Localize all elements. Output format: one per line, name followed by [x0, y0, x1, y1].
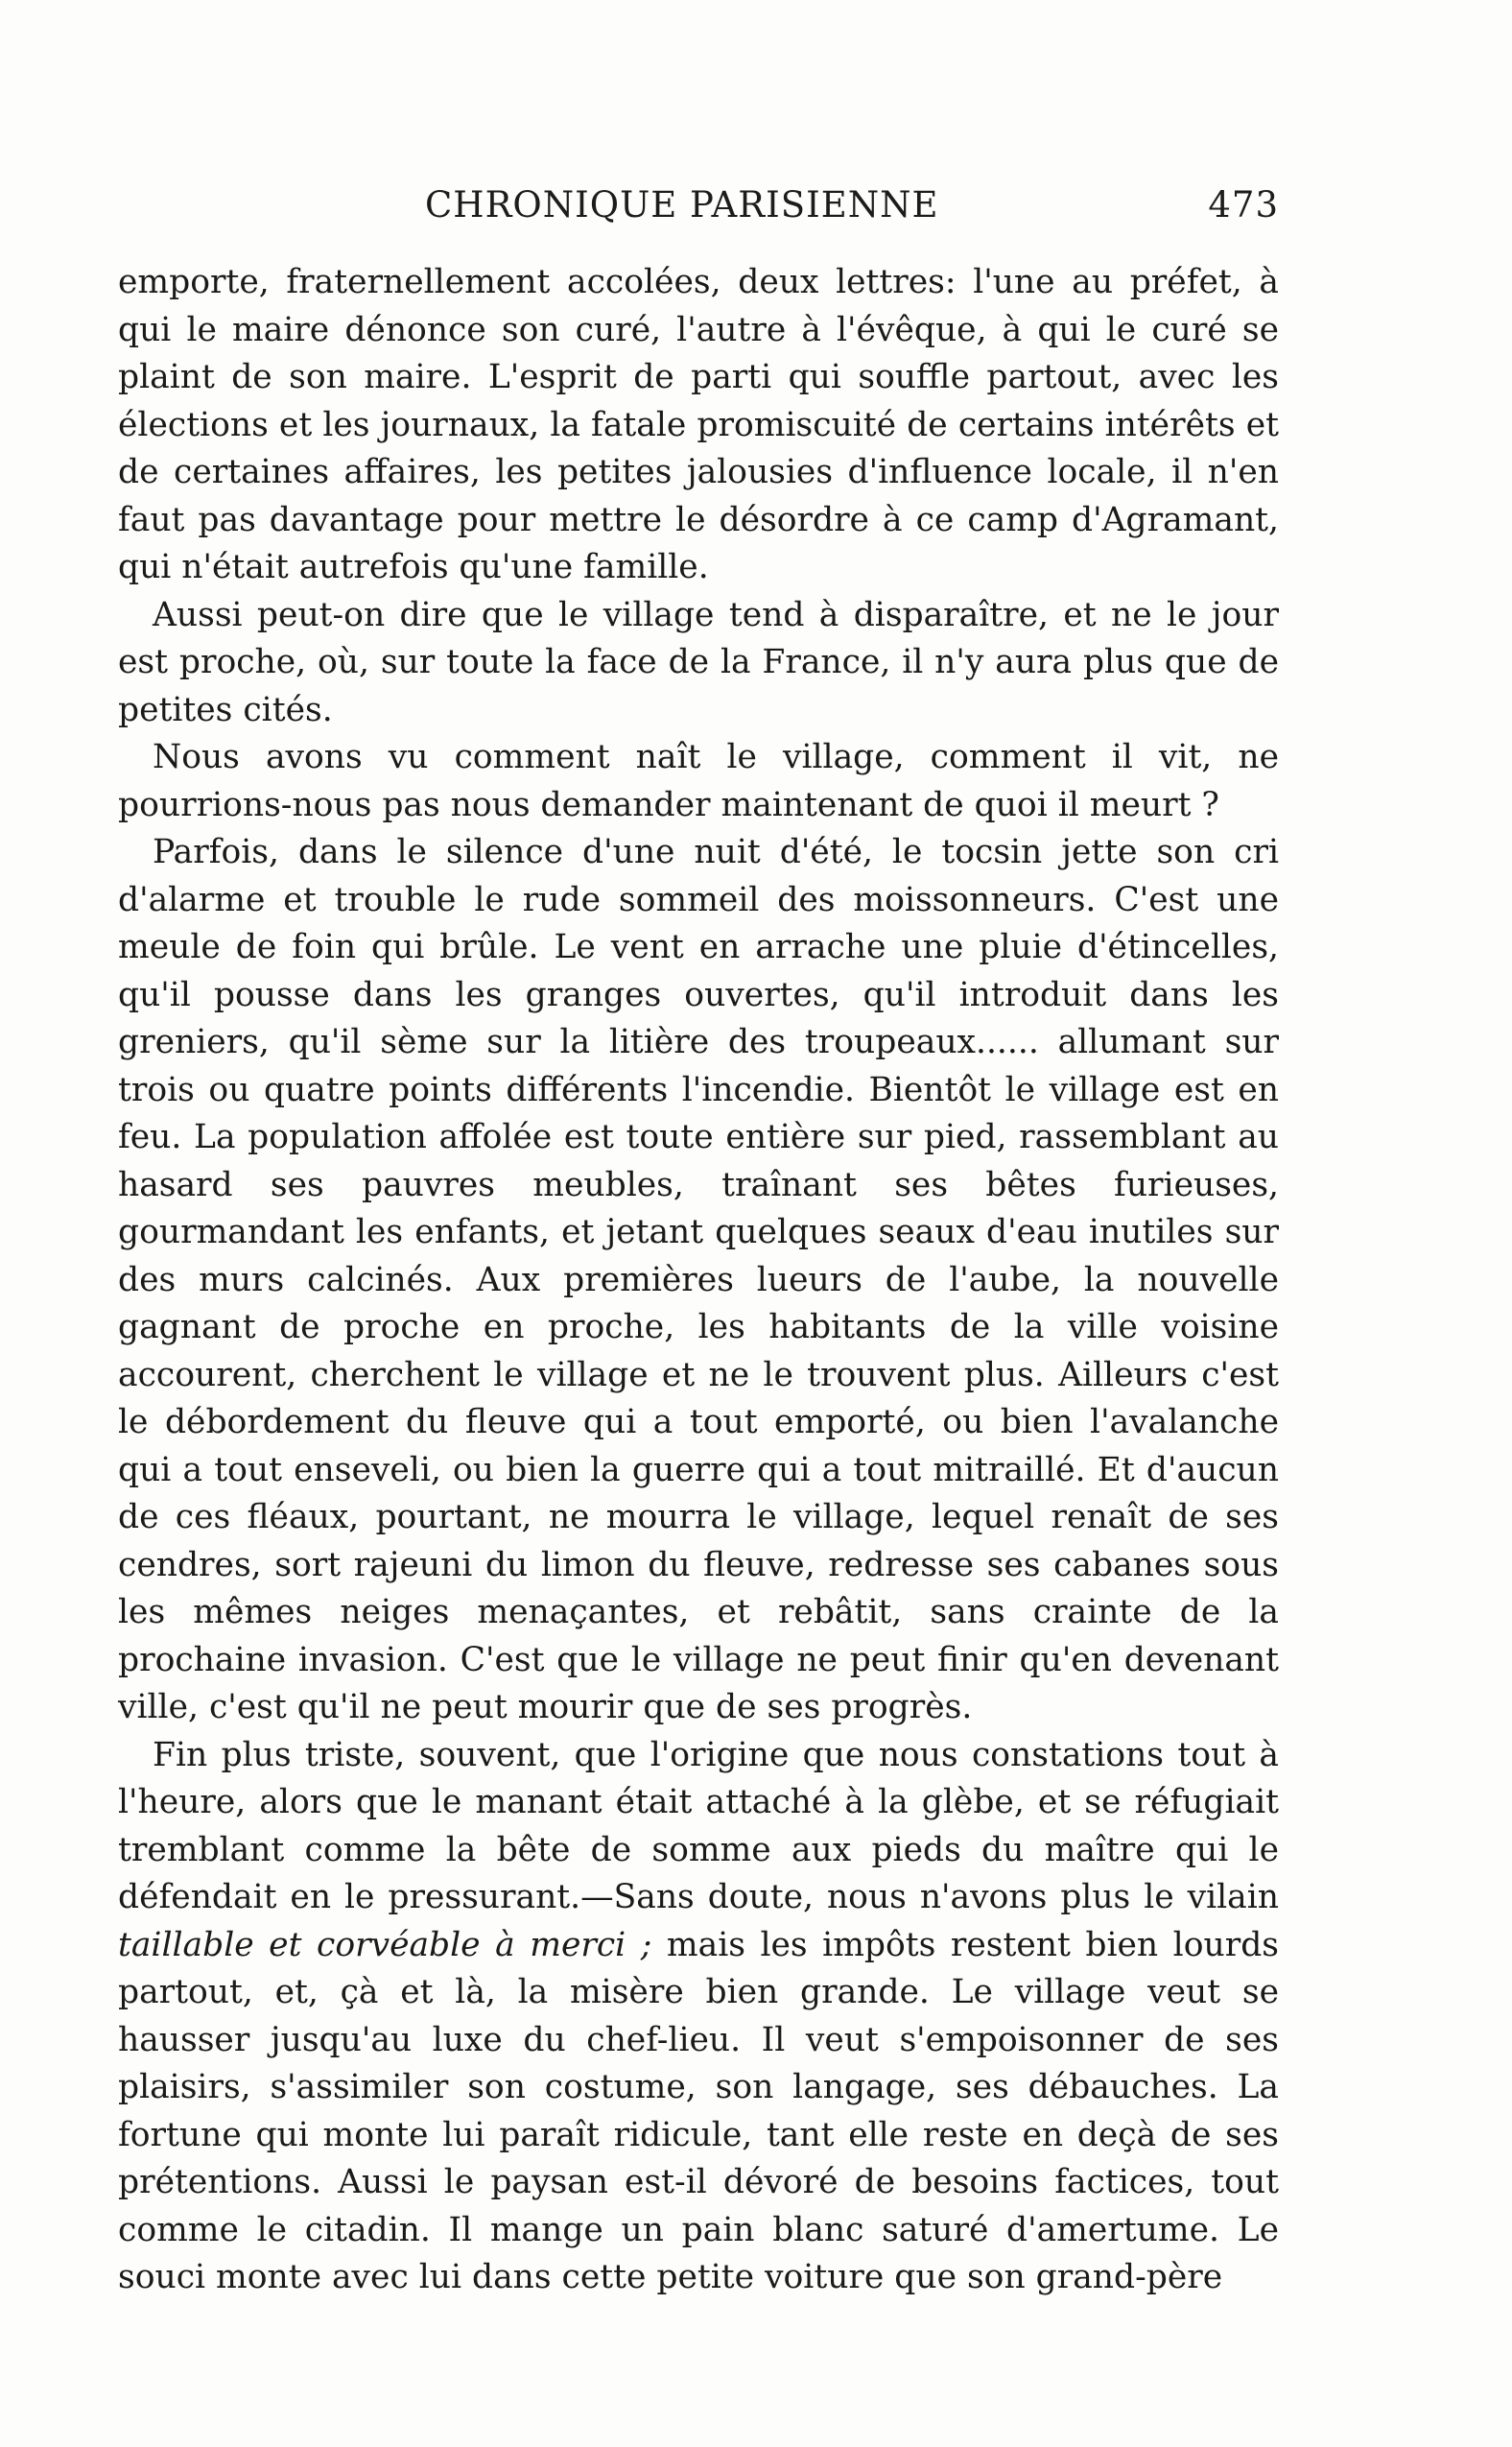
paragraph: Nous avons vu comment naît le village, comment il vit, ne pourrions-nous pas nous demander maintenant de quoi il meurt ?	[118, 738, 1279, 824]
body-text	[118, 259, 1279, 2302]
paragraph-text: Fin plus triste, souvent, que l'origine que nous constations tout à l'heure, alors que le manant était attaché à la glèbe, et se réfugiait tremblant comme la bête de somme aux pieds du maître qui le défendait en le pressurant.—Sans doute, nous n'avons plus le vilain	[118, 1735, 1279, 1916]
paragraph: Aussi peut-on dire que le village tend à disparaître, et ne le jour est proche, où, sur toute la face de la France, il n'y aura plus que de petites cités.	[118, 595, 1279, 729]
paragraph	[118, 1732, 1279, 2302]
italic-phrase: taillable et corvéable à merci ;	[118, 1925, 652, 1964]
paragraph-text: mais les impôts restent bien lourds partout, et, çà et là, la misère bien grande. Le village veut se hausser jusqu'au luxe du chef-lieu. Il veut s'empoisonner de ses plaisirs, s'assimiler son costume, son langage, ses débauches. La fortune qui monte lui paraît ridicule, tant elle reste en deçà de ses prétentions. Aussi le paysan est-il dévoré de besoins factices, tout comme le citadin. Il mange un pain blanc saturé d'amertume. Le souci monte avec lui dans cette petite voiture que son grand-père	[118, 1925, 1279, 2296]
running-head	[118, 184, 1279, 232]
page-number: 473	[1208, 184, 1279, 226]
running-title: CHRONIQUE PARISIENNE	[425, 184, 939, 226]
paragraph: emporte, fraternellement accolées, deux lettres: l'une au préfet, à qui le maire dénonce son curé, l'autre à l'évêque, à qui le curé se plaint de son maire. L'esprit de parti qui souffle partout, avec les élections et les journaux, la fatale promiscuité de certains intérêts et de certaines affaires, les petites jalousies d'influence locale, il n'en faut pas davantage pour mettre le désordre à ce camp d'Agramant, qui n'était autrefois qu'une famille.	[118, 263, 1279, 586]
paragraph: Parfois, dans le silence d'une nuit d'été, le tocsin jette son cri d'alarme et trouble le rude sommeil des moissonneurs. C'est une meule de foin qui brûle. Le vent en arrache une pluie d'étincelles, qu'il pousse dans les granges ouvertes, qu'il introduit dans les greniers, qu'il sème sur la litière des troupeaux...... allumant sur trois ou quatre points différents l'incendie. Bientôt le village est en feu. La population affolée est toute entière sur pied, rassemblant au hasard ses pauvres meubles, traînant ses bêtes furieuses, gourmandant les enfants, et jetant quelques seaux d'eau inutiles sur des murs calcinés. Aux premières lueurs de l'aube, la nouvelle gagnant de proche en proche, les habitants de la ville voisine accourent, cherchent le village et ne le trouvent plus. Ailleurs c'est le débordement du fleuve qui a tout emporté, ou bien l'avalanche qui a tout enseveli, ou bien la guerre qui a tout mitraillé. Et d'aucun de ces fléaux, pourtant, ne mourra le village, lequel renaît de ses cendres, sort rajeuni du limon du fleuve, redresse ses cabanes sous les mêmes neiges menaçantes, et rebâtit, sans crainte de la prochaine invasion. C'est que le village ne peut finir qu'en devenant ville, c'est qu'il ne peut mourir que de ses progrès.	[118, 833, 1279, 1726]
